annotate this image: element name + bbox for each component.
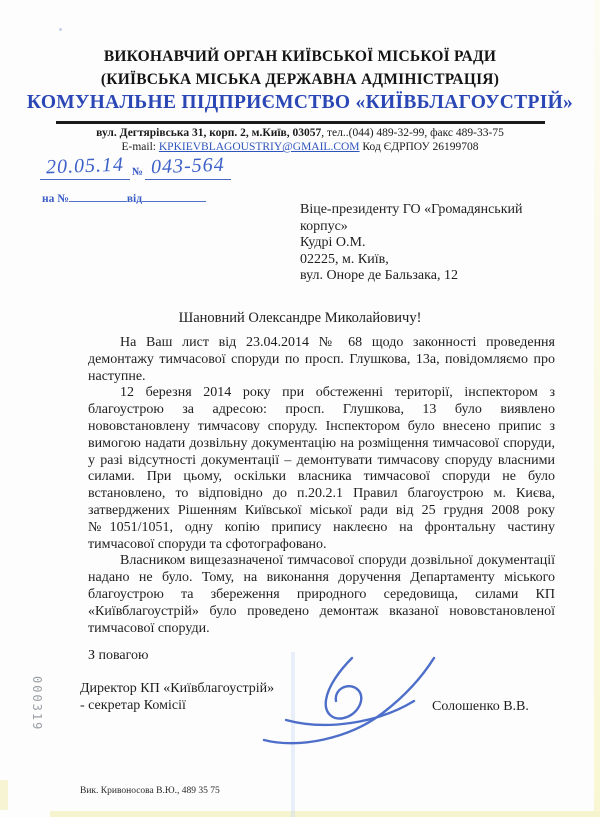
org-name-line1: ВИКОНАВЧИЙ ОРГАН КИЇВСЬКОЇ МІСЬКОЇ РАДИ — [103, 48, 497, 65]
signer-position-line1: Директор КП «Київблагоустрій» — [80, 681, 275, 696]
registration-block — [40, 155, 231, 180]
scan-edge-right — [594, 0, 600, 817]
scan-edge-bottom-left — [0, 780, 8, 810]
letterhead-divider — [56, 121, 545, 124]
number-sign: № — [132, 166, 144, 178]
body-paragraph-1: На Ваш лист від 23.04.2014 № 68 щодо законності проведення демонтажу тимчасової споруди по просп. Глушкова, 13а, повідомляємо про наступне. — [88, 335, 555, 384]
recipient-block — [300, 202, 522, 285]
recipient-line: Кудрі О.М. — [300, 235, 366, 251]
salutation: Шановний Олександре Миколайовичу! — [178, 310, 422, 326]
org-name-line2: (КИЇВСЬКА МІСЬКА ДЕРЖАВНА АДМІНІСТРАЦІЯ) — [100, 71, 500, 88]
email-line — [0, 141, 600, 153]
executor-footer: Вик. Кривоносова В.Ю., 489 35 75 — [80, 786, 220, 796]
recipient-line: корпус» — [300, 218, 348, 234]
reply-vid-label: від — [126, 193, 143, 205]
signature-scribble — [256, 644, 446, 754]
recipient-line: вул. Оноре де Бальзака, 12 — [300, 268, 458, 284]
recipient-line: 02225, м. Київ, — [300, 251, 389, 267]
scan-edge-bottom — [50, 811, 600, 817]
signer-position-line2: - секретар Комісії — [80, 698, 186, 713]
body-paragraph-3: Власником вищезазначеної тимчасової споруди дозвільної документації надано не було. Тому, на виконання доручення Департаменту міського благоустрою та збереження природного середовища, силами КП «Київблагоустрій» було проведено демонтаж вказаної нововстановленої тимчасової споруди. — [88, 553, 555, 636]
body-paragraph-2: 12 березня 2014 року при обстеженні території, інспектором з благоустрою за адресою: просп. Глушкова, 13 було виявлено нововстановлену тимчасову споруду. Інспектором було внесено припис з вимогою надати дозвільну документацію на розміщення тимчасової споруди, у разі відсутності документації – демонтувати тимчасову споруду власними силами. При цьому, оскільки власника тимчасової споруди не було встановлено, то відповідно до п.20.2.1 Правил благоустрою м. Києва, затверджених Рішенням Київської міської ради від 25 грудня 2008 року №1051/1051, одну копію припису наклеєно на фронтальну частину тимчасової споруди та сфотографовано. — [88, 385, 555, 552]
company-name: КОМУНАЛЬНЕ ПІДПРИЄМСТВО «КИЇВБЛАГОУСТРІЙ» — [26, 92, 574, 113]
edrpou-code: Код ЄДРПОУ 26199708 — [359, 141, 479, 153]
signer-position — [80, 680, 274, 714]
email-label: E-mail: — [121, 141, 159, 153]
email-link[interactable]: KPKIEVBLAGOUSTRIY@GMAIL.COM — [158, 141, 360, 153]
recipient-line: Віце-президенту ГО «Громадянський — [300, 202, 523, 217]
handwritten-date: 20.05.14 — [45, 153, 125, 179]
reply-number-blank — [69, 190, 127, 202]
registration-date-field — [40, 155, 130, 180]
address-line — [0, 127, 600, 139]
reply-reference-line — [42, 190, 206, 205]
letter-body — [88, 335, 555, 637]
address-phone: , тел..(044) 489-32-99, факс 489-33-75 — [321, 127, 504, 139]
registration-number-field — [145, 155, 231, 180]
reply-na-label: на № — [42, 193, 69, 205]
scan-speck — [59, 28, 62, 31]
reply-date-blank — [142, 190, 206, 202]
signer-name: Солошенко В.В. — [432, 699, 529, 714]
handwritten-number: 043-564 — [150, 153, 226, 179]
registration-stamp-number: 000319 — [30, 676, 44, 732]
address-street: вул. Дегтярівська 31, корп. 2, м.Київ, 03057 — [96, 127, 322, 139]
closing-phrase: З повагою — [88, 648, 149, 663]
